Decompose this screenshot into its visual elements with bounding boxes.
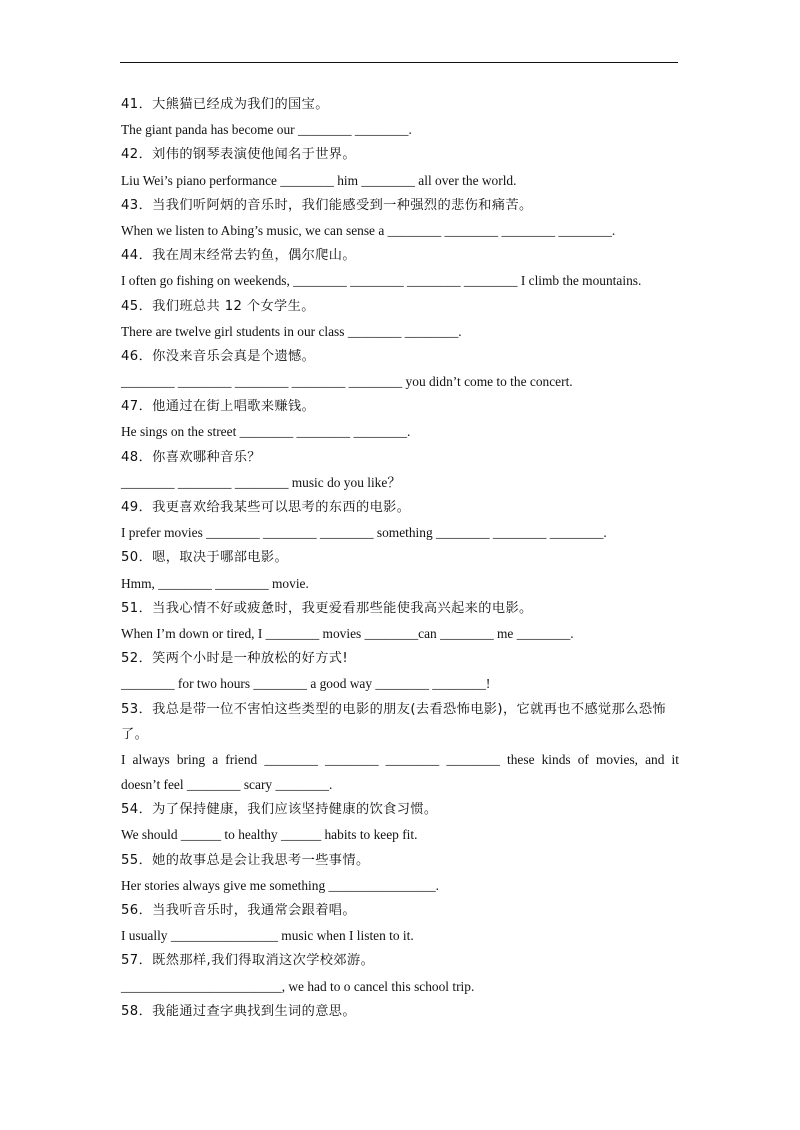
question-56-english: I usually ________________ music when I listen to it. <box>121 928 414 944</box>
question-53-chinese: 53．我总是带一位不害怕这些类型的电影的朋友(去看恐怖电影)，它就再也不感觉那么恐怖了。 <box>121 701 666 742</box>
header-rule <box>120 62 678 63</box>
question-56-chinese: 56．当我听音乐时，我通常会跟着唱。 <box>121 903 356 919</box>
question-44-english: I often go fishing on weekends, ________ ________ ________ ________ I climb the mountains. <box>121 273 642 289</box>
question-52-english: ________ for two hours ________ a good way ________ ________! <box>121 676 491 692</box>
question-49-chinese: 49．我更喜欢给我某些可以思考的东西的电影。 <box>121 500 411 515</box>
question-50-english: Hmm, ________ ________ movie. <box>121 575 309 591</box>
question-57-chinese: 57．既然那样,我们得取消这次学校郊游。 <box>121 953 375 969</box>
question-42-english: Liu Wei’s piano performance ________ him ________ all over the world. <box>121 172 517 188</box>
question-53-english-line1: I always bring a friend ________ ________ ________ ________ these kinds of movies, and it <box>121 751 679 767</box>
question-43-english: When we listen to Abing’s music, we can sense a ________ ________ ________ ________. <box>121 222 616 238</box>
question-50-chinese: 50．嗯，取决于哪部电影。 <box>121 550 289 566</box>
question-47-chinese: 47．他通过在街上唱歌来赚钱。 <box>121 399 316 415</box>
question-46-chinese: 46．你没来音乐会真是个遗憾。 <box>121 348 316 364</box>
question-47-english: He sings on the street ________ ________ ________. <box>121 424 411 440</box>
question-45-chinese: 45．我们班总共 12 个女学生。 <box>121 298 315 314</box>
question-51-chinese: 51．当我心情不好或疲惫时，我更爱看那些能使我高兴起来的电影。 <box>121 600 533 616</box>
question-43-chinese: 43．当我们听阿炳的音乐时，我们能感受到一种强烈的悲伤和痛苦。 <box>121 197 533 213</box>
question-48-english: ________ ________ ________ music do you like？ <box>121 474 401 490</box>
question-48-chinese: 48．你喜欢哪种音乐？ <box>121 449 261 465</box>
question-41-english: The giant panda has become our ________ ________. <box>121 122 412 138</box>
question-list <box>121 92 679 1024</box>
question-46-english: ________ ________ ________ ________ ________ you didn’t come to the concert. <box>121 374 573 390</box>
question-53-english-line2: doesn’t feel ________ scary ________. <box>121 777 333 793</box>
question-54-english: We should ______ to healthy ______ habits to keep fit. <box>121 827 418 843</box>
question-55-english: Her stories always give me something ________________. <box>121 877 439 893</box>
question-54-chinese: 54．为了保持健康，我们应该坚持健康的饮食习惯。 <box>121 802 438 818</box>
question-42-chinese: 42．刘伟的钢琴表演使他闻名于世界。 <box>121 147 356 163</box>
question-44-chinese: 44．我在周末经常去钓鱼，偶尔爬山。 <box>121 248 356 264</box>
question-45-english: There are twelve girl students in our class ________ ________. <box>121 323 462 339</box>
question-57-english: ________________________, we had to o cancel this school trip. <box>121 978 475 994</box>
question-55-chinese: 55．她的故事总是会让我思考一些事情。 <box>121 852 370 868</box>
question-51-english: When I’m down or tired, I ________ movies ________can ________ me ________. <box>121 625 574 641</box>
question-58-chinese: 58．我能通过查字典找到生词的意思。 <box>121 1003 356 1019</box>
question-41-chinese: 41．大熊猫已经成为我们的国宝。 <box>121 97 329 112</box>
question-49-english: I prefer movies ________ ________ ________ something ________ ________ ________. <box>121 525 607 541</box>
question-52-chinese: 52．笑两个小时是一种放松的好方式! <box>121 651 349 667</box>
